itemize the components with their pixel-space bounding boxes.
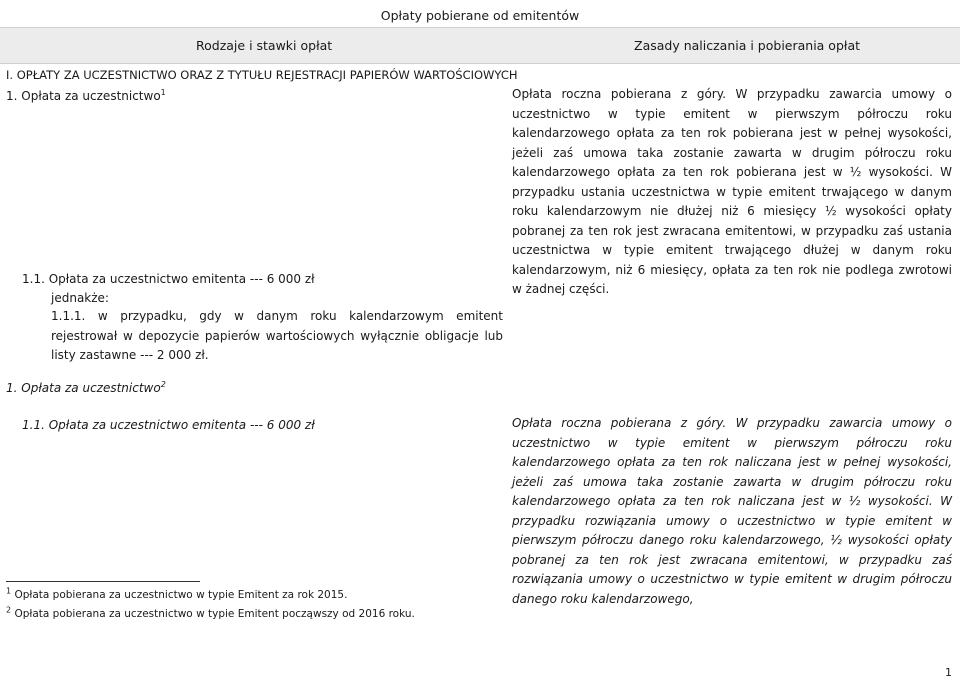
page-number: 1 [945,666,952,679]
block1-heading [6,89,166,103]
footnote-2-mark: 2 [6,605,12,615]
table-title: Opłaty pobierane od emitentów [380,8,580,23]
col-left-header: Rodzaje i stawki opłat [196,38,333,53]
block2-heading-text: 1. Opłata za uczestnictwo [6,381,161,395]
footnote-ref-1: 1 [160,88,166,97]
section-title: I. OPŁATY ZA UCZESTNICTWO ORAZ Z TYTUŁU REJESTRACJI PAPIERÓW WARTOŚCIOWYCH [6,68,518,82]
block1-item-1-1: 1.1. Opłata za uczestnictwo emitenta --- 6 000 zł [22,272,315,286]
footnote-1-mark: 1 [6,586,12,596]
footnote-1-text: Opłata pobierana za uczestnictwo w typie Emitent za rok 2015. [14,589,348,601]
block2-item-1-1: 1.1. Opłata za uczestnictwo emitenta --- 6 000 zł [22,418,315,432]
block1-item-1-1-1: 1.1.1. w przypadku, gdy w danym roku kalendarzowym emitent rejestrował w depozycie papierów wartościowych wyłącznie obligacje lub listy zastawne --- 2 000 zł. [51,309,503,362]
footnote-1 [6,586,348,601]
block1-rule: Opłata roczna pobierana z góry. W przypadku zawarcia umowy o uczestnictwo w typie emitent w pierwszym półroczu roku kalendarzowego opłata za ten rok pobierana jest w pełnej wysokości, jeżeli zaś umowa taka zostanie zawarta w drugim półroczu roku kalendarzowego opłata za ten rok pobierana jest w ½ wysokości. W przypadku ustania uczestnictwa w typie emitent trwającego w danym roku kalendarzowym nie dłużej niż 6 miesięcy ½ wysokości opłaty pobranej za ten rok jest zwracana emitentowi, w przypadku zaś ustania uczestnictwa w typie emitent trwającego dłużej w danym roku kalendarzowym, niż 6 miesięcy, opłata za ten rok nie podlega zwrotowi w żadnej części. [512,87,952,296]
block2-rule: Opłata roczna pobierana z góry. W przypadku zawarcia umowy o uczestnictwo w typie emitent w pierwszym półroczu roku kalendarzowego opłata za ten rok naliczana jest w pełnej wysokości, jeżeli zaś umowa taka zostanie zawarta w drugim półroczu roku kalendarzowego opłata za ten rok naliczana jest w ½ wysokości. W przypadku rozwiązania umowy o uczestnictwo w typie emitent w pierwszym półroczu danego roku kalendarzowego, ½ wysokości opłaty pobranej za ten rok jest zwracana emitentowi, w przypadku zaś rozwiązania umowy o uczestnictwo w typie emitent w drugim półroczu danego roku kalendarzowego, [512,416,952,606]
block1-heading-text: 1. Opłata za uczestnictwo [6,89,161,103]
block1-however: jednakże: [51,291,109,305]
footnote-2-text: Opłata pobierana za uczestnictwo w typie Emitent począwszy od 2016 roku. [14,608,415,620]
footnote-separator [6,581,200,582]
col-right-header: Zasady naliczania i pobierania opłat [634,38,861,53]
block2-heading [6,381,166,395]
footnote-ref-2: 2 [160,380,166,389]
footnote-2 [6,605,415,620]
